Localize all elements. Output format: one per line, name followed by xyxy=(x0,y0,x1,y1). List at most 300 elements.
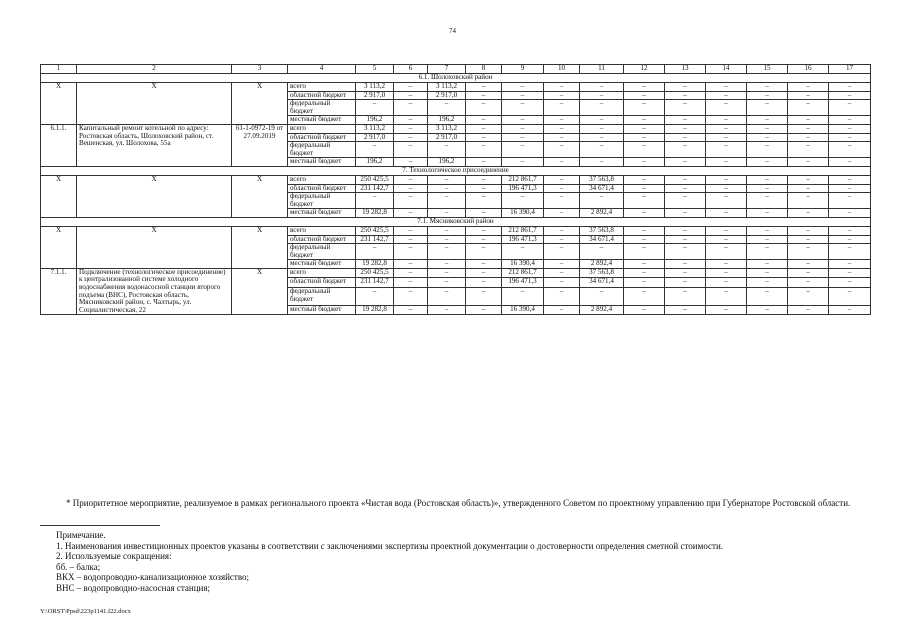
amount-cell: – xyxy=(829,184,871,193)
amount-cell: – xyxy=(829,116,871,125)
amount-cell: – xyxy=(466,260,502,269)
amount-cell: – xyxy=(706,83,747,92)
column-number-cell: 16 xyxy=(788,65,829,74)
amount-cell: – xyxy=(544,235,580,244)
amount-cell: – xyxy=(665,175,706,184)
amount-cell: – xyxy=(428,278,466,288)
amount-cell: – xyxy=(544,268,580,278)
amount-cell: – xyxy=(428,235,466,244)
amount-cell: – xyxy=(394,100,428,116)
amount-cell: – xyxy=(544,124,580,133)
amount-cell: – xyxy=(394,184,428,193)
amount-cell: – xyxy=(624,91,665,100)
amount-cell: – xyxy=(502,124,544,133)
amount-cell: – xyxy=(580,133,624,142)
amount-cell: – xyxy=(829,268,871,278)
amount-cell: – xyxy=(747,124,788,133)
item-number: 6.1.1. xyxy=(41,124,77,166)
amount-cell: – xyxy=(466,278,502,288)
amount-cell: – xyxy=(624,83,665,92)
amount-cell: – xyxy=(706,91,747,100)
amount-cell: – xyxy=(665,184,706,193)
amount-cell: – xyxy=(624,287,665,305)
amount-cell: – xyxy=(747,268,788,278)
amount-cell: – xyxy=(544,116,580,125)
amount-cell: – xyxy=(544,175,580,184)
amount-cell: 34 671,4 xyxy=(580,184,624,193)
amount-cell: – xyxy=(788,244,829,260)
amount-cell: – xyxy=(747,244,788,260)
amount-cell: – xyxy=(624,305,665,315)
amount-cell: – xyxy=(394,158,428,167)
amount-cell: – xyxy=(580,124,624,133)
amount-cell: – xyxy=(747,305,788,315)
amount-cell: – xyxy=(502,83,544,92)
amount-cell: – xyxy=(544,158,580,167)
amount-cell: – xyxy=(544,193,580,209)
funding-source: местный бюджет xyxy=(288,305,356,315)
amount-cell: – xyxy=(544,226,580,235)
amount-cell: – xyxy=(428,260,466,269)
amount-cell: – xyxy=(502,91,544,100)
amount-cell: – xyxy=(829,142,871,158)
amount-cell: – xyxy=(466,287,502,305)
amount-cell: – xyxy=(394,226,428,235)
priority-note: * Приоритетное мероприятие, реализуемое в рамках регионального проекта «Чистая вода (Ростовская область)», утвержденного Советом по проектному управлению при Губернаторе Ростовской области. xyxy=(66,498,851,508)
amount-cell: – xyxy=(502,133,544,142)
amount-cell: – xyxy=(502,142,544,158)
amount-cell: – xyxy=(466,91,502,100)
amount-cell: – xyxy=(502,244,544,260)
amount-cell: – xyxy=(394,268,428,278)
funding-source: местный бюджет xyxy=(288,158,356,167)
amount-cell: – xyxy=(665,193,706,209)
amount-cell: – xyxy=(580,91,624,100)
column-number-cell: 3 xyxy=(232,65,288,74)
amount-cell: – xyxy=(747,158,788,167)
amount-cell: – xyxy=(466,83,502,92)
project-name: Х xyxy=(77,83,232,125)
item-number: Х xyxy=(41,175,77,217)
amount-cell: – xyxy=(394,278,428,288)
amount-cell: – xyxy=(466,175,502,184)
amount-cell: – xyxy=(624,244,665,260)
amount-cell: – xyxy=(788,305,829,315)
column-number-cell: 17 xyxy=(829,65,871,74)
section-title: 7. Технологическое присоединение xyxy=(41,166,871,175)
amount-cell: 212 861,7 xyxy=(502,175,544,184)
amount-cell: – xyxy=(829,133,871,142)
section-title: 7.1. Мясниковский район xyxy=(41,217,871,226)
amount-cell: – xyxy=(706,209,747,218)
amount-cell: – xyxy=(665,124,706,133)
amount-cell: – xyxy=(747,133,788,142)
expertise-reference: Х xyxy=(232,175,288,217)
section-title-row xyxy=(41,166,871,175)
amount-cell: – xyxy=(544,209,580,218)
amount-cell: – xyxy=(829,209,871,218)
amount-cell: – xyxy=(788,268,829,278)
amount-cell: – xyxy=(580,83,624,92)
amount-cell: – xyxy=(747,142,788,158)
amount-cell: – xyxy=(788,158,829,167)
item-number: 7.1.1. xyxy=(41,268,77,315)
amount-cell: – xyxy=(665,244,706,260)
amount-cell: – xyxy=(394,116,428,125)
amount-cell: – xyxy=(580,193,624,209)
amount-cell: – xyxy=(466,133,502,142)
amount-cell: – xyxy=(544,91,580,100)
amount-cell: 16 390,4 xyxy=(502,305,544,315)
amount-cell: – xyxy=(788,91,829,100)
project-name: Капитальный ремонт котельной по адресу: Ростовская область, Шолоховский район, ст. Вешенская, ул. Шолохова, 55а xyxy=(77,124,232,166)
amount-cell: – xyxy=(665,83,706,92)
amount-cell: – xyxy=(829,100,871,116)
amount-cell: – xyxy=(502,158,544,167)
amount-cell: – xyxy=(829,226,871,235)
amount-cell: – xyxy=(544,244,580,260)
amount-cell: – xyxy=(624,133,665,142)
amount-cell: – xyxy=(788,83,829,92)
column-number-cell: 8 xyxy=(466,65,502,74)
funding-source: всего xyxy=(288,268,356,278)
table-row xyxy=(41,83,871,92)
amount-cell: – xyxy=(624,278,665,288)
amount-cell: – xyxy=(394,244,428,260)
amount-cell: – xyxy=(706,116,747,125)
amount-cell: – xyxy=(665,278,706,288)
amount-cell: – xyxy=(706,244,747,260)
amount-cell: – xyxy=(356,193,394,209)
amount-cell: – xyxy=(665,100,706,116)
note-line: ВКХ – водопроводно-канализационное хозяйство; xyxy=(56,572,250,582)
amount-cell: – xyxy=(466,209,502,218)
amount-cell: – xyxy=(706,184,747,193)
amount-cell: – xyxy=(665,268,706,278)
funding-source: федеральный бюджет xyxy=(288,100,356,116)
amount-cell: – xyxy=(428,100,466,116)
amount-cell: – xyxy=(544,305,580,315)
amount-cell: – xyxy=(394,175,428,184)
amount-cell: – xyxy=(544,83,580,92)
amount-cell: – xyxy=(466,142,502,158)
amount-cell: – xyxy=(829,124,871,133)
column-number-cell: 5 xyxy=(356,65,394,74)
amount-cell: – xyxy=(394,209,428,218)
amount-cell: – xyxy=(706,175,747,184)
amount-cell: 19 282,8 xyxy=(356,305,394,315)
amount-cell: – xyxy=(394,260,428,269)
amount-cell: – xyxy=(665,133,706,142)
amount-cell: 196,2 xyxy=(356,116,394,125)
amount-cell: – xyxy=(394,287,428,305)
amount-cell: – xyxy=(706,235,747,244)
amount-cell: 34 671,4 xyxy=(580,278,624,288)
amount-cell: – xyxy=(394,193,428,209)
item-number: Х xyxy=(41,83,77,125)
amount-cell: 16 390,4 xyxy=(502,209,544,218)
amount-cell: 231 142,7 xyxy=(356,184,394,193)
amount-cell: – xyxy=(665,91,706,100)
amount-cell: – xyxy=(428,244,466,260)
amount-cell: – xyxy=(788,235,829,244)
amount-cell: 16 390,4 xyxy=(502,260,544,269)
amount-cell: 19 282,8 xyxy=(356,260,394,269)
amount-cell: – xyxy=(829,235,871,244)
section-title-row xyxy=(41,74,871,83)
amount-cell: – xyxy=(428,268,466,278)
amount-cell: 37 563,8 xyxy=(580,175,624,184)
amount-cell: – xyxy=(788,193,829,209)
amount-cell: – xyxy=(544,142,580,158)
funding-source: местный бюджет xyxy=(288,260,356,269)
amount-cell: – xyxy=(747,209,788,218)
amount-cell: – xyxy=(829,260,871,269)
page-number: 74 xyxy=(449,27,456,35)
amount-cell: 196 471,3 xyxy=(502,235,544,244)
funding-source: областной бюджет xyxy=(288,184,356,193)
amount-cell: – xyxy=(788,124,829,133)
funding-source: местный бюджет xyxy=(288,209,356,218)
amount-cell: – xyxy=(624,116,665,125)
amount-cell: – xyxy=(356,142,394,158)
amount-cell: – xyxy=(829,287,871,305)
amount-cell: – xyxy=(747,226,788,235)
amount-cell: 2 917,0 xyxy=(356,91,394,100)
amount-cell: – xyxy=(428,175,466,184)
amount-cell: – xyxy=(788,260,829,269)
amount-cell: – xyxy=(665,226,706,235)
column-number-cell: 14 xyxy=(706,65,747,74)
amount-cell: – xyxy=(747,193,788,209)
column-number-cell: 2 xyxy=(77,65,232,74)
amount-cell: – xyxy=(580,116,624,125)
project-name: Х xyxy=(77,226,232,268)
amount-cell: – xyxy=(706,287,747,305)
amount-cell: – xyxy=(624,142,665,158)
amount-cell: – xyxy=(788,116,829,125)
amount-cell: – xyxy=(466,268,502,278)
section-title: 6.1. Шолоховский район xyxy=(41,74,871,83)
funding-source: федеральный бюджет xyxy=(288,287,356,305)
table-row xyxy=(41,226,871,235)
amount-cell: – xyxy=(624,226,665,235)
amount-cell: – xyxy=(747,184,788,193)
amount-cell: – xyxy=(624,158,665,167)
amount-cell: 250 425,5 xyxy=(356,268,394,278)
amount-cell: 37 563,8 xyxy=(580,268,624,278)
amount-cell: – xyxy=(466,124,502,133)
amount-cell: – xyxy=(466,100,502,116)
funding-source: областной бюджет xyxy=(288,91,356,100)
amount-cell: – xyxy=(466,235,502,244)
amount-cell: – xyxy=(466,116,502,125)
amount-cell: – xyxy=(544,100,580,116)
amount-cell: – xyxy=(747,235,788,244)
funding-source: федеральный бюджет xyxy=(288,244,356,260)
amount-cell: – xyxy=(394,83,428,92)
amount-cell: – xyxy=(624,268,665,278)
amount-cell: – xyxy=(747,116,788,125)
amount-cell: – xyxy=(428,226,466,235)
amount-cell: – xyxy=(747,287,788,305)
funding-source: областной бюджет xyxy=(288,133,356,142)
table-row xyxy=(41,175,871,184)
amount-cell: – xyxy=(788,142,829,158)
column-number-cell: 15 xyxy=(747,65,788,74)
amount-cell: – xyxy=(706,142,747,158)
amount-cell: – xyxy=(788,175,829,184)
funding-source: областной бюджет xyxy=(288,235,356,244)
column-number-cell: 9 xyxy=(502,65,544,74)
amount-cell: – xyxy=(706,158,747,167)
amount-cell: – xyxy=(624,175,665,184)
amount-cell: – xyxy=(747,83,788,92)
amount-cell: – xyxy=(706,268,747,278)
amount-cell: – xyxy=(829,158,871,167)
amount-cell: 250 425,5 xyxy=(356,226,394,235)
table-row xyxy=(41,268,871,278)
amount-cell: – xyxy=(829,193,871,209)
amount-cell: – xyxy=(394,91,428,100)
table-body xyxy=(41,65,871,315)
amount-cell: – xyxy=(428,142,466,158)
amount-cell: – xyxy=(394,133,428,142)
project-name: Х xyxy=(77,175,232,217)
amount-cell: – xyxy=(665,158,706,167)
amount-cell: – xyxy=(580,142,624,158)
funding-source: всего xyxy=(288,124,356,133)
amount-cell: – xyxy=(624,260,665,269)
funding-source: всего xyxy=(288,175,356,184)
amount-cell: 3 113,2 xyxy=(428,124,466,133)
investment-table xyxy=(40,64,871,315)
amount-cell: – xyxy=(466,193,502,209)
amount-cell: – xyxy=(466,305,502,315)
notes-list xyxy=(40,530,866,593)
amount-cell: – xyxy=(665,116,706,125)
amount-cell: – xyxy=(788,209,829,218)
amount-cell: 3 113,2 xyxy=(356,124,394,133)
expertise-reference: Х xyxy=(232,83,288,125)
column-number-cell: 4 xyxy=(288,65,356,74)
amount-cell: – xyxy=(788,287,829,305)
column-number-cell: 11 xyxy=(580,65,624,74)
amount-cell: – xyxy=(706,305,747,315)
amount-cell: – xyxy=(624,235,665,244)
amount-cell: – xyxy=(624,209,665,218)
expertise-reference: Х xyxy=(232,226,288,268)
amount-cell: – xyxy=(665,260,706,269)
amount-cell: – xyxy=(706,278,747,288)
amount-cell: – xyxy=(665,305,706,315)
amount-cell: – xyxy=(706,193,747,209)
amount-cell: – xyxy=(624,193,665,209)
amount-cell: 196,2 xyxy=(428,158,466,167)
amount-cell: – xyxy=(428,193,466,209)
amount-cell: – xyxy=(394,124,428,133)
amount-cell: – xyxy=(544,278,580,288)
amount-cell: – xyxy=(544,184,580,193)
amount-cell: – xyxy=(394,235,428,244)
note-line: 2. Используемые сокращения: xyxy=(56,551,172,561)
funding-source: федеральный бюджет xyxy=(288,142,356,158)
amount-cell: 3 113,2 xyxy=(356,83,394,92)
amount-cell: – xyxy=(706,260,747,269)
amount-cell: – xyxy=(356,100,394,116)
amount-cell: – xyxy=(356,244,394,260)
section-title-row xyxy=(41,217,871,226)
amount-cell: 196,2 xyxy=(428,116,466,125)
amount-cell: 196,2 xyxy=(356,158,394,167)
amount-cell: – xyxy=(428,305,466,315)
amount-cell: – xyxy=(665,209,706,218)
expertise-reference: 61-1-0972-19 от 27.09.2019 xyxy=(232,124,288,166)
amount-cell: 2 917,0 xyxy=(356,133,394,142)
funding-source: всего xyxy=(288,83,356,92)
table-row xyxy=(41,124,871,133)
amount-cell: 34 671,4 xyxy=(580,235,624,244)
amount-cell: – xyxy=(788,184,829,193)
amount-cell: – xyxy=(665,235,706,244)
amount-cell: – xyxy=(466,226,502,235)
amount-cell: – xyxy=(747,91,788,100)
amount-cell: – xyxy=(747,100,788,116)
amount-cell: 2 892,4 xyxy=(580,260,624,269)
amount-cell: – xyxy=(706,226,747,235)
amount-cell: – xyxy=(788,278,829,288)
amount-cell: – xyxy=(665,142,706,158)
amount-cell: 212 861,7 xyxy=(502,268,544,278)
column-number-cell: 1 xyxy=(41,65,77,74)
amount-cell: – xyxy=(624,100,665,116)
footnote-separator xyxy=(40,525,160,526)
amount-cell: – xyxy=(829,278,871,288)
amount-cell: 2 892,4 xyxy=(580,305,624,315)
amount-cell: – xyxy=(356,287,394,305)
amount-cell: – xyxy=(624,124,665,133)
amount-cell: – xyxy=(788,100,829,116)
amount-cell: – xyxy=(428,209,466,218)
amount-cell: – xyxy=(580,244,624,260)
amount-cell: – xyxy=(544,260,580,269)
amount-cell: – xyxy=(466,158,502,167)
amount-cell: 2 917,0 xyxy=(428,133,466,142)
note-line: ВНС – водопроводно-насосная станция; xyxy=(56,582,210,593)
amount-cell: – xyxy=(829,83,871,92)
amount-cell: 3 113,2 xyxy=(428,83,466,92)
amount-cell: – xyxy=(502,100,544,116)
amount-cell: – xyxy=(788,226,829,235)
amount-cell: – xyxy=(466,244,502,260)
column-number-row xyxy=(41,65,871,74)
amount-cell: – xyxy=(747,175,788,184)
amount-cell: 250 425,5 xyxy=(356,175,394,184)
expertise-reference: Х xyxy=(232,268,288,315)
column-number-cell: 12 xyxy=(624,65,665,74)
amount-cell: – xyxy=(466,184,502,193)
amount-cell: 231 142,7 xyxy=(356,235,394,244)
amount-cell: – xyxy=(428,184,466,193)
funding-source: всего xyxy=(288,226,356,235)
amount-cell: 37 563,8 xyxy=(580,226,624,235)
amount-cell: – xyxy=(747,260,788,269)
funding-source: федеральный бюджет xyxy=(288,193,356,209)
column-number-cell: 10 xyxy=(544,65,580,74)
amount-cell: 2 892,4 xyxy=(580,209,624,218)
note-line: 1. Наименования инвестиционных проектов указаны в соответствии с заключениями экспертизы проектной документации о достоверности определения сметной стоимости. xyxy=(56,540,724,551)
amount-cell: – xyxy=(580,287,624,305)
